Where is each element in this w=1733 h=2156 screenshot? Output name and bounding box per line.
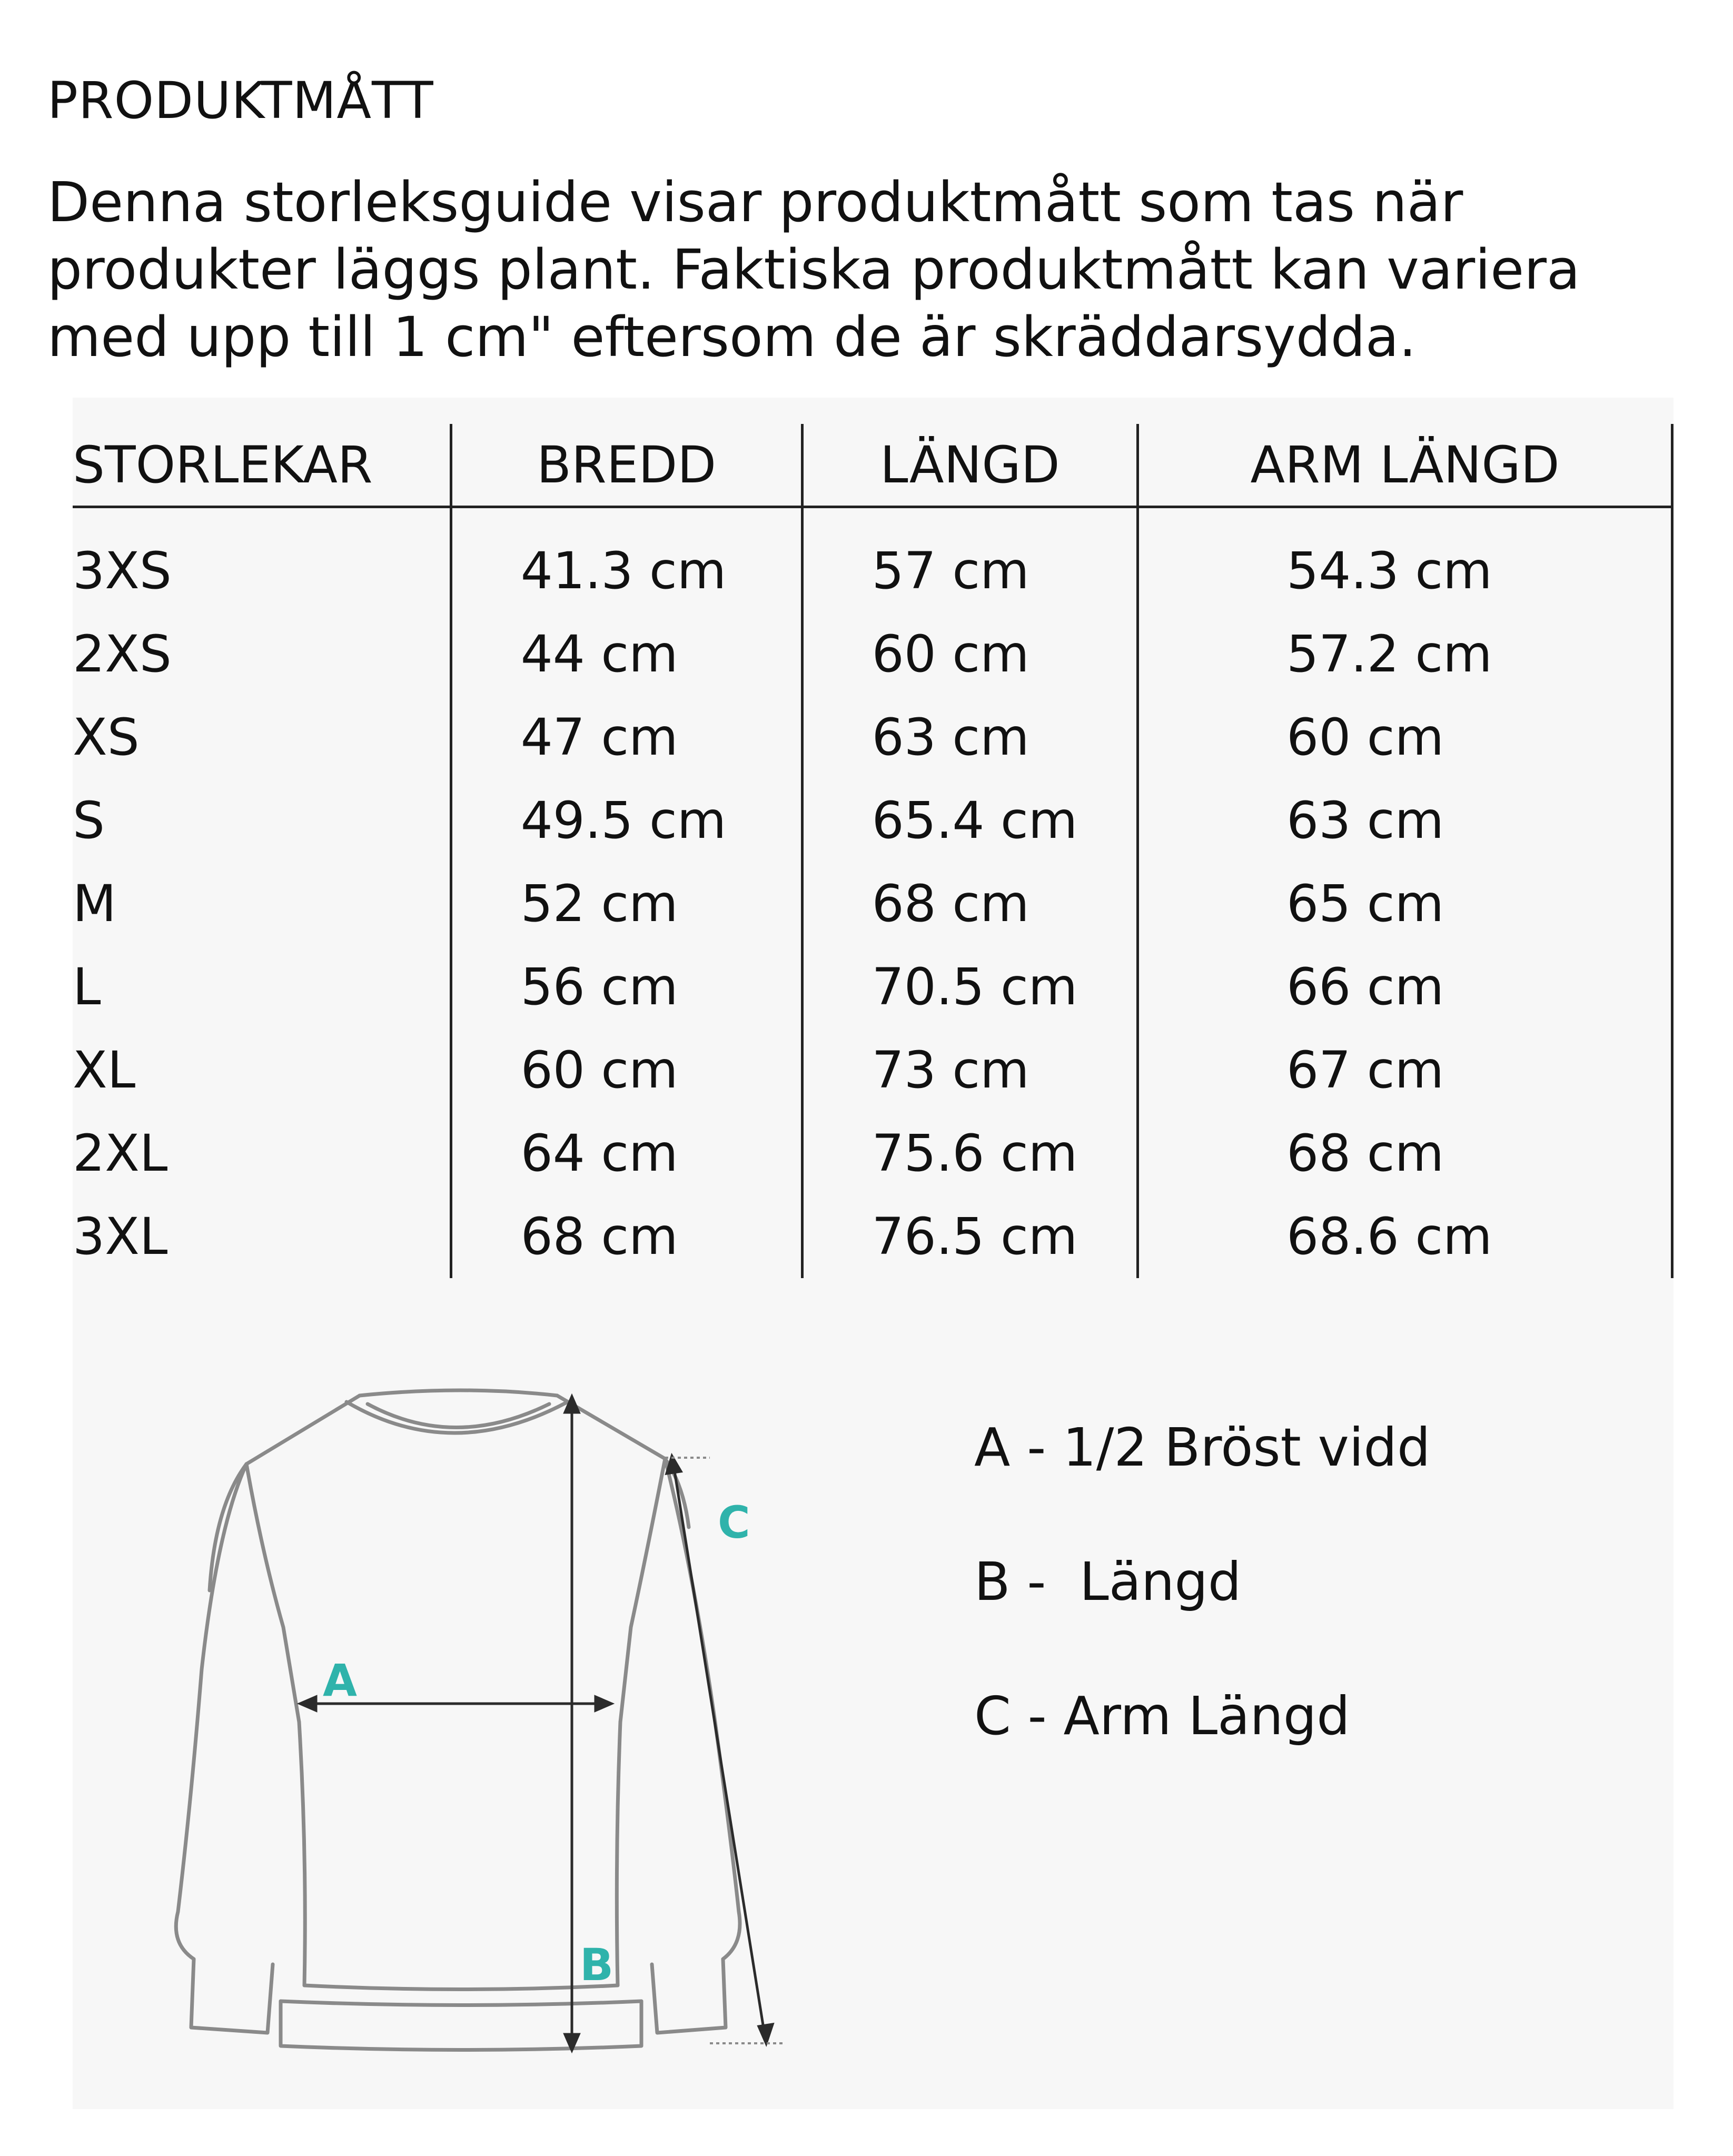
width-cell: 64 cm <box>451 1112 802 1195</box>
page-title: PRODUKTMÅTT <box>47 71 434 130</box>
arm-length-cell: 63 cm <box>1138 779 1672 862</box>
column-header-length: LÄNGD <box>802 424 1137 507</box>
length-cell: 70.5 cm <box>802 945 1137 1028</box>
intro-line: produkter läggs plant. Faktiska produktmått kan variera <box>47 238 1580 302</box>
legend-item-a: A - 1/2 Bröst vidd <box>974 1417 1431 1478</box>
legend-item-b: B - Längd <box>974 1551 1242 1613</box>
table-header-row <box>73 424 1672 507</box>
size-cell: M <box>73 862 451 945</box>
length-cell: 68 cm <box>802 862 1137 945</box>
table-row <box>73 1195 1672 1278</box>
arm-length-cell: 67 cm <box>1138 1028 1672 1112</box>
size-cell: XS <box>73 696 451 779</box>
column-header-size: STORLEKAR <box>73 424 451 507</box>
arrow-head-icon <box>759 2024 773 2043</box>
table-row <box>73 507 1672 613</box>
width-cell: 41.3 cm <box>451 507 802 613</box>
arm-length-cell: 68.6 cm <box>1138 1195 1672 1278</box>
width-cell: 49.5 cm <box>451 779 802 862</box>
arrow-head-icon <box>596 1697 611 1710</box>
length-cell: 73 cm <box>802 1028 1137 1112</box>
arm-length-cell: 66 cm <box>1138 945 1672 1028</box>
arm-length-cell: 54.3 cm <box>1138 507 1672 613</box>
arm-length-cell: 68 cm <box>1138 1112 1672 1195</box>
table-row <box>73 612 1672 696</box>
size-cell: L <box>73 945 451 1028</box>
sweatshirt-outline <box>176 1390 740 2050</box>
measurement-legend <box>974 1417 1431 1819</box>
column-header-width: BREDD <box>451 424 802 507</box>
size-cell: 2XL <box>73 1112 451 1195</box>
intro-line: Denna storleksguide visar produktmått som tas när <box>47 170 1463 234</box>
table-row <box>73 862 1672 945</box>
size-cell: 3XS <box>73 507 451 613</box>
width-cell: 47 cm <box>451 696 802 779</box>
length-cell: 57 cm <box>802 507 1137 613</box>
intro-text <box>47 169 1680 371</box>
arrow-head-icon <box>300 1697 316 1710</box>
length-cell: 65.4 cm <box>802 779 1137 862</box>
label-b: B <box>580 1939 614 1991</box>
table-row <box>73 779 1672 862</box>
size-cell: 3XL <box>73 1195 451 1278</box>
table-row <box>73 945 1672 1028</box>
table-row <box>73 1028 1672 1112</box>
diagram-labels <box>323 1497 750 1991</box>
length-cell: 63 cm <box>802 696 1137 779</box>
width-cell: 44 cm <box>451 612 802 696</box>
sweatshirt-diagram <box>73 1353 836 2070</box>
arm-length-cell: 60 cm <box>1138 696 1672 779</box>
column-header-arm-length: ARM LÄNGD <box>1138 424 1672 507</box>
table-row <box>73 696 1672 779</box>
intro-line: med upp till 1 cm" eftersom de är skräddarsydda. <box>47 305 1417 369</box>
label-c: C <box>718 1497 750 1548</box>
width-cell: 60 cm <box>451 1028 802 1112</box>
measure-lines <box>300 1397 773 2050</box>
size-table <box>73 424 1673 1278</box>
arm-length-cell: 57.2 cm <box>1138 612 1672 696</box>
legend-item-c: C - Arm Längd <box>974 1685 1350 1747</box>
arrow-head-icon <box>565 1397 579 1412</box>
length-cell: 75.6 cm <box>802 1112 1137 1195</box>
arm-length-cell: 65 cm <box>1138 862 1672 945</box>
length-cell: 60 cm <box>802 612 1137 696</box>
label-a: A <box>323 1655 358 1706</box>
width-cell: 56 cm <box>451 945 802 1028</box>
size-cell: S <box>73 779 451 862</box>
length-cell: 76.5 cm <box>802 1195 1137 1278</box>
table-row <box>73 1112 1672 1195</box>
size-cell: XL <box>73 1028 451 1112</box>
width-cell: 68 cm <box>451 1195 802 1278</box>
size-cell: 2XS <box>73 612 451 696</box>
width-cell: 52 cm <box>451 862 802 945</box>
